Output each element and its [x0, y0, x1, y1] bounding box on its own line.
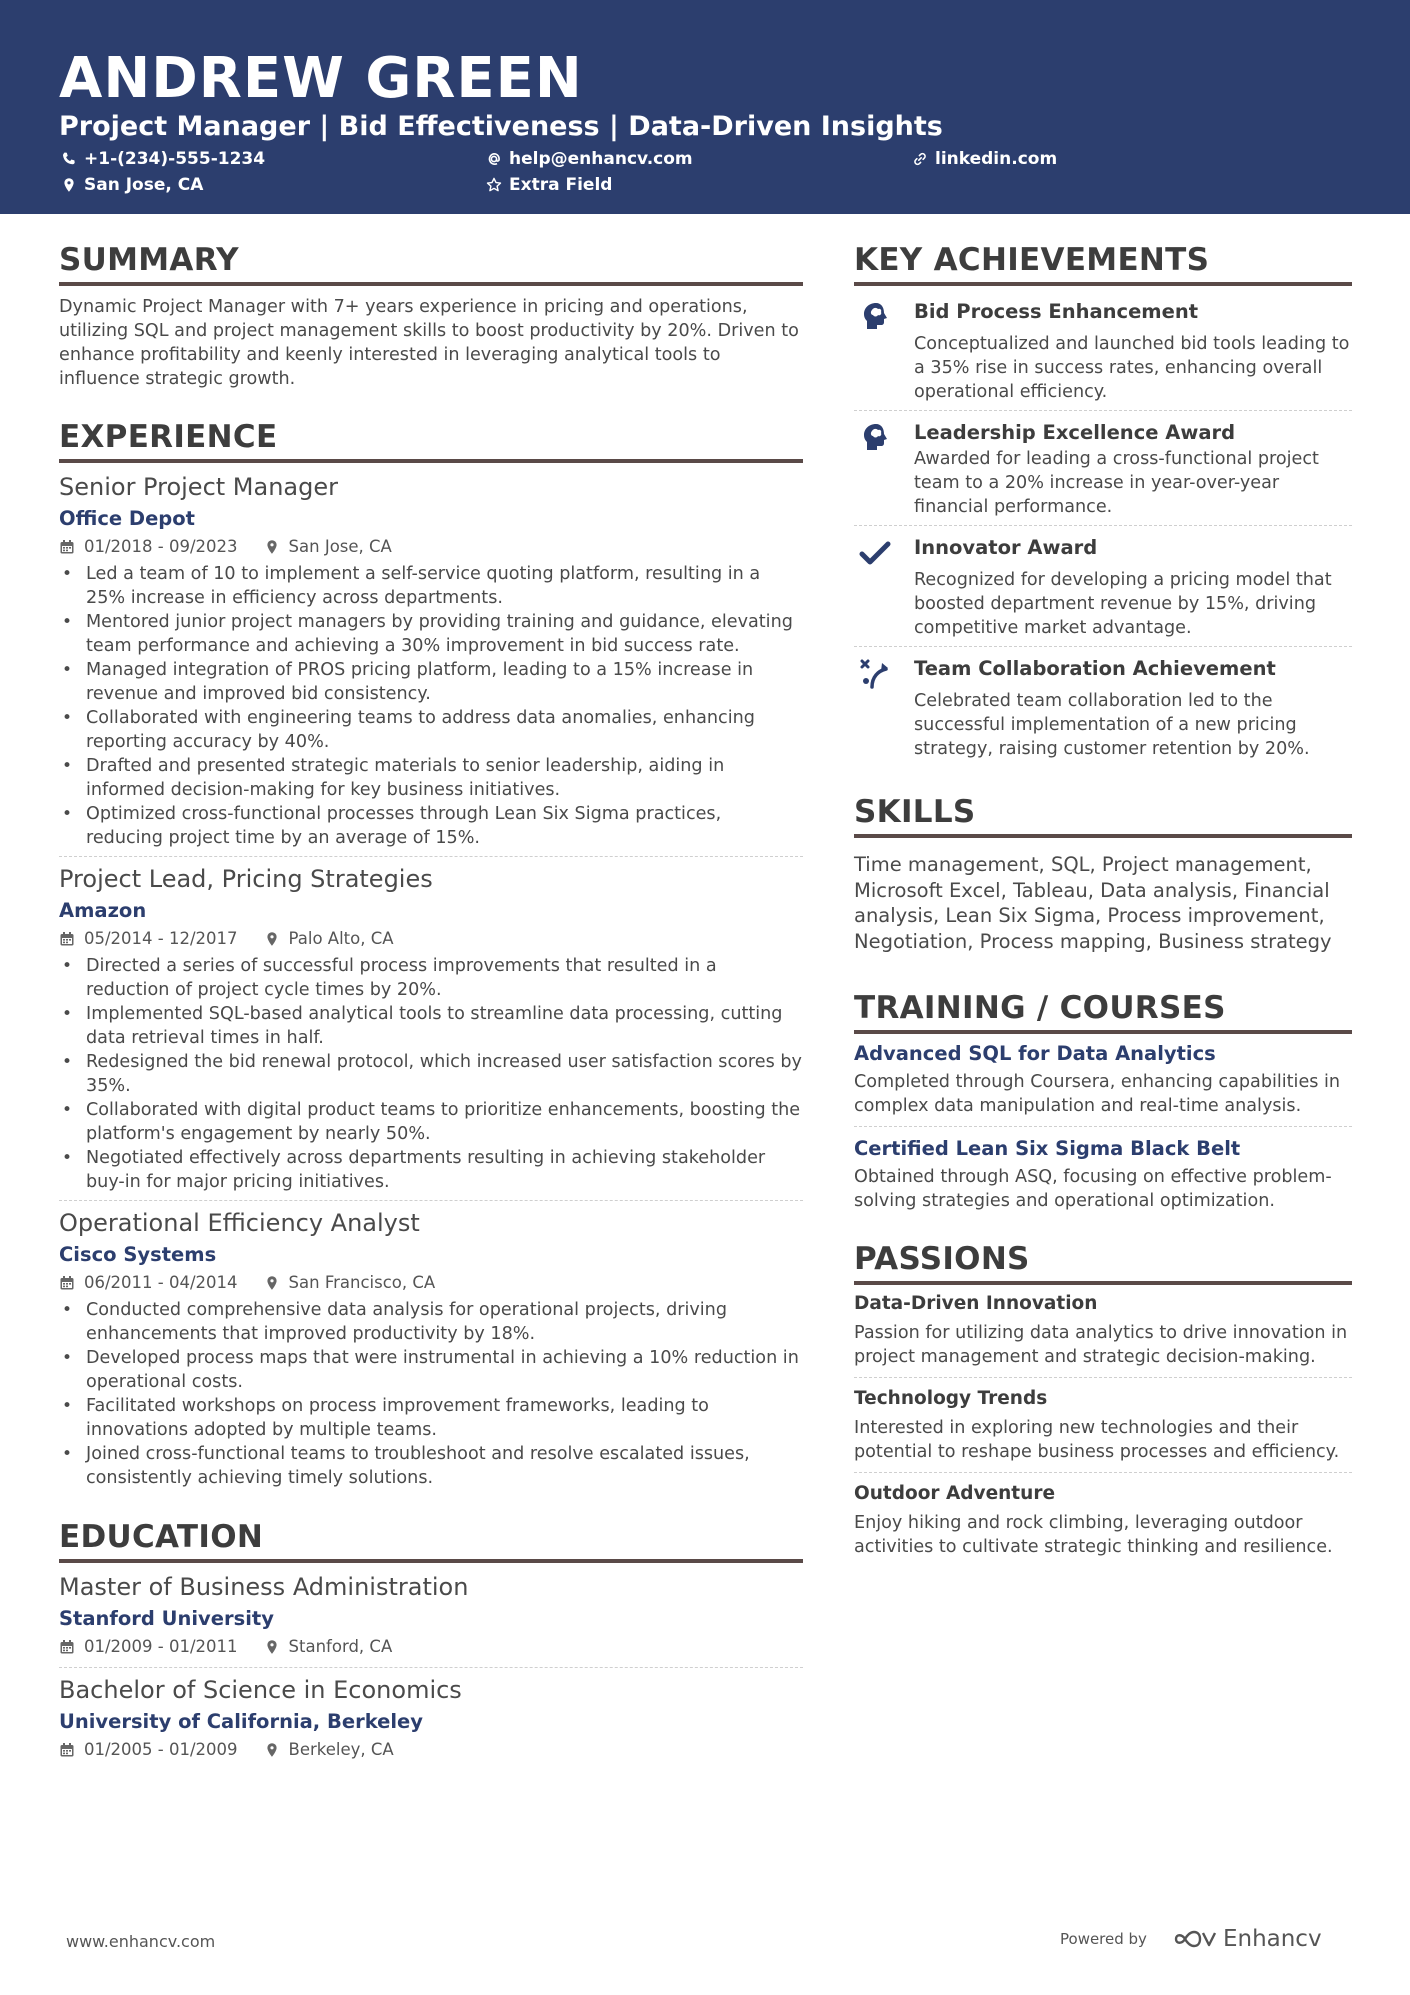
passion-title: Outdoor Adventure: [854, 1483, 1055, 1504]
contact-extra: [485, 174, 612, 196]
bullet-item: • Joined cross-functional teams to troubleshoot and resolve escalated issues, consistently achieving timely solutions.: [59, 1442, 803, 1490]
achievement-title: Team Collaboration Achievement: [914, 657, 1276, 680]
powered-by-label: Powered by: [1060, 1930, 1147, 1948]
job-title: Project Lead, Pricing Strategies: [59, 865, 433, 893]
phone-text: +1-(234)-555-1234: [84, 149, 266, 169]
education-dates: 01/2009 - 01/2011: [84, 1637, 238, 1656]
achievement-body: [914, 298, 1352, 404]
course-title: Advanced SQL for Data Analytics: [854, 1042, 1216, 1065]
achievements-section: [854, 240, 1352, 767]
divider: [59, 856, 803, 857]
bullet-item: • Negotiated effectively across departments resulting in achieving stakeholder buy-in for major pricing initiatives.: [59, 1146, 803, 1194]
bullet-item: • Collaborated with digital product teams to prioritize enhancements, boosting the platform's engagement by nearly 50%.: [59, 1098, 803, 1146]
achievement-item: [854, 526, 1352, 646]
calendar-icon: [59, 1742, 75, 1758]
achievement-body: [914, 419, 1352, 519]
infinity-logo-icon: [1173, 1927, 1219, 1951]
training-section: [854, 988, 1352, 1213]
job-bullets: [59, 1298, 803, 1490]
divider: [59, 1200, 803, 1201]
bullet-item: • Directed a series of successful process improvements that resulted in a reduction of project cycle times by 20%.: [59, 954, 803, 1002]
job-dates: 01/2018 - 09/2023: [84, 537, 238, 556]
achievement-desc: Conceptualized and launched bid tools leading to a 35% rise in success rates, enhancing overall operational efficiency.: [914, 334, 1350, 402]
divider: [854, 1472, 1352, 1473]
brand-name: Enhancv: [1222, 1926, 1322, 1952]
education-meta: [59, 1738, 803, 1762]
job-location: San Jose, CA: [288, 537, 392, 556]
location-pin-icon: [264, 1742, 280, 1758]
education-entry: [59, 1571, 803, 1667]
head-icon: [854, 419, 914, 519]
education-heading: EDUCATION: [59, 1517, 803, 1563]
company-name: Cisco Systems: [59, 1243, 217, 1266]
job-meta: [59, 1271, 803, 1295]
school-name: University of California, Berkeley: [59, 1710, 423, 1733]
education-entry: [59, 1674, 803, 1762]
footer-website[interactable]: www.enhancv.com: [66, 1932, 216, 1951]
passion-item: [854, 1481, 1352, 1559]
passion-desc: Interested in exploring new technologies and their potential to reshape business processes and efficiency.: [854, 1418, 1340, 1462]
training-heading: TRAINING / COURSES: [854, 988, 1352, 1034]
bullet-item: • Drafted and presented strategic materials to senior leadership, aiding in informed decision-making for key business initiatives.: [59, 754, 803, 802]
bullet-item: • Led a team of 10 to implement a self-service quoting platform, resulting in a 25% increase in efficiency across departments.: [59, 562, 803, 610]
location-pin-icon: [264, 539, 280, 555]
check-icon: [854, 534, 914, 640]
summary-section: [59, 240, 803, 391]
achievement-desc: Celebrated team collaboration led to the successful implementation of a new pricing strategy, raising customer retention by 20%.: [914, 691, 1310, 759]
degree-title: Bachelor of Science in Economics: [59, 1676, 462, 1704]
education-section: [59, 1517, 803, 1762]
experience-heading: EXPERIENCE: [59, 417, 803, 463]
achievement-title: Leadership Excellence Award: [914, 421, 1236, 444]
bullet-item: • Collaborated with engineering teams to address data anomalies, enhancing reporting accuracy by 40%.: [59, 706, 803, 754]
location-pin-icon: [60, 176, 78, 194]
passion-desc: Passion for utilizing data analytics to drive innovation in project management and strategic decision-making.: [854, 1323, 1348, 1367]
skills-heading: SKILLS: [854, 792, 1352, 838]
summary-text: Dynamic Project Manager with 7+ years experience in pricing and operations, utilizing SQL and project management skills to boost productivity by 20%. Driven to enhance profitability and keenly interested in leveraging analytical tools to influence strategic growth.: [59, 297, 799, 389]
bullet-item: • Facilitated workshops on process improvement frameworks, leading to innovations adopted by multiple teams.: [59, 1394, 803, 1442]
passion-item: [854, 1386, 1352, 1472]
job-title: Senior Project Manager: [59, 473, 338, 501]
degree-title: Master of Business Administration: [59, 1573, 469, 1601]
job-meta: [59, 535, 803, 559]
bullet-item: • Mentored junior project managers by providing training and guidance, elevating team performance and achieving a 30% improvement in bid success rate.: [59, 610, 803, 658]
job-dates: 06/2011 - 04/2014: [84, 1273, 238, 1292]
location-pin-icon: [264, 931, 280, 947]
extra-text: Extra Field: [509, 175, 613, 195]
education-meta: [59, 1635, 803, 1659]
job-meta: [59, 927, 803, 951]
course-desc: Obtained through ASQ, focusing on effective problem-solving strategies and operational optimization.: [854, 1167, 1332, 1211]
education-location: Berkeley, CA: [288, 1740, 394, 1759]
head-icon: [854, 298, 914, 404]
experience-section: [59, 417, 803, 1490]
company-name: Office Depot: [59, 507, 195, 530]
contact-email: [485, 148, 693, 170]
location-pin-icon: [264, 1639, 280, 1655]
skills-section: [854, 792, 1352, 954]
left-column: [59, 240, 803, 1762]
passions-section: [854, 1239, 1352, 1559]
passion-item: [854, 1291, 1352, 1377]
bullet-item: • Implemented SQL-based analytical tools to streamline data processing, cutting data retrieval times in half.: [59, 1002, 803, 1050]
location-pin-icon: [264, 1275, 280, 1291]
achievement-title: Bid Process Enhancement: [914, 300, 1199, 323]
strategy-icon: [854, 655, 914, 761]
passion-desc: Enjoy hiking and rock climbing, leveraging outdoor activities to cultivate strategic thinking and resilience.: [854, 1513, 1333, 1557]
passion-title: Data-Driven Innovation: [854, 1293, 1098, 1314]
star-icon: [485, 176, 503, 194]
experience-entry: [59, 471, 803, 856]
phone-icon: [60, 150, 78, 168]
bullet-item: • Optimized cross-functional processes through Lean Six Sigma practices, reducing project time by an average of 15%.: [59, 802, 803, 850]
candidate-name: ANDREW GREEN: [59, 46, 583, 111]
achievement-item: [854, 286, 1352, 410]
passions-heading: PASSIONS: [854, 1239, 1352, 1285]
company-name: Amazon: [59, 899, 147, 922]
job-location: Palo Alto, CA: [288, 929, 394, 948]
bullet-item: • Managed integration of PROS pricing platform, leading to a 15% increase in revenue and improved bid consistency.: [59, 658, 803, 706]
experience-entry: [59, 863, 803, 1200]
achievement-body: [914, 655, 1352, 761]
achievement-body: [914, 534, 1352, 640]
course-item: [854, 1040, 1352, 1126]
education-location: Stanford, CA: [288, 1637, 393, 1656]
footer-branding: [1060, 1926, 1322, 1952]
bullet-item: • Developed process maps that were instrumental in achieving a 10% reduction in operational costs.: [59, 1346, 803, 1394]
headline: Project Manager | Bid Effectiveness | Data-Driven Insights: [59, 111, 943, 142]
passion-title: Technology Trends: [854, 1388, 1048, 1409]
education-dates: 01/2005 - 01/2009: [84, 1740, 238, 1759]
bullet-item: • Conducted comprehensive data analysis for operational projects, driving enhancements that improved productivity by 18%.: [59, 1298, 803, 1346]
calendar-icon: [59, 1275, 75, 1291]
location-text: San Jose, CA: [84, 175, 204, 195]
calendar-icon: [59, 931, 75, 947]
resume-header: [0, 0, 1410, 214]
achievement-title: Innovator Award: [914, 536, 1098, 559]
skills-text: Time management, SQL, Project management, Microsoft Excel, Tableau, Data analysis, Financial analysis, Lean Six Sigma, Process improvement, Negotiation, Process mapping, Business strategy: [854, 853, 1332, 953]
achievement-item: [854, 647, 1352, 767]
link-text[interactable]: linkedin.com: [935, 149, 1058, 169]
achievements-heading: KEY ACHIEVEMENTS: [854, 240, 1352, 286]
at-icon: [485, 150, 503, 168]
link-icon: [911, 150, 929, 168]
achievement-item: [854, 411, 1352, 525]
divider: [854, 1377, 1352, 1378]
job-bullets: [59, 562, 803, 850]
course-title: Certified Lean Six Sigma Black Belt: [854, 1137, 1241, 1160]
right-column: [854, 240, 1352, 1559]
summary-heading: SUMMARY: [59, 240, 803, 286]
job-dates: 05/2014 - 12/2017: [84, 929, 238, 948]
achievement-desc: Recognized for developing a pricing model that boosted department revenue by 15%, driving competitive market advantage.: [914, 570, 1332, 638]
enhancv-logo[interactable]: [1173, 1926, 1322, 1952]
experience-entry: [59, 1207, 803, 1490]
job-title: Operational Efficiency Analyst: [59, 1209, 420, 1237]
email-text[interactable]: help@enhancv.com: [509, 149, 693, 169]
contact-phone: [60, 148, 265, 170]
job-location: San Francisco, CA: [288, 1273, 436, 1292]
divider: [854, 1126, 1352, 1127]
course-item: [854, 1135, 1352, 1213]
contact-link: [911, 148, 1057, 170]
job-bullets: [59, 954, 803, 1194]
contact-location: [60, 174, 203, 196]
achievement-desc: Awarded for leading a cross-functional project team to a 20% increase in year-over-year financial performance.: [914, 449, 1319, 517]
calendar-icon: [59, 1639, 75, 1655]
divider: [59, 1667, 803, 1668]
calendar-icon: [59, 539, 75, 555]
course-desc: Completed through Coursera, enhancing capabilities in complex data manipulation and real-time analysis.: [854, 1072, 1341, 1116]
bullet-item: • Redesigned the bid renewal protocol, which increased user satisfaction scores by 35%.: [59, 1050, 803, 1098]
school-name: Stanford University: [59, 1607, 274, 1630]
